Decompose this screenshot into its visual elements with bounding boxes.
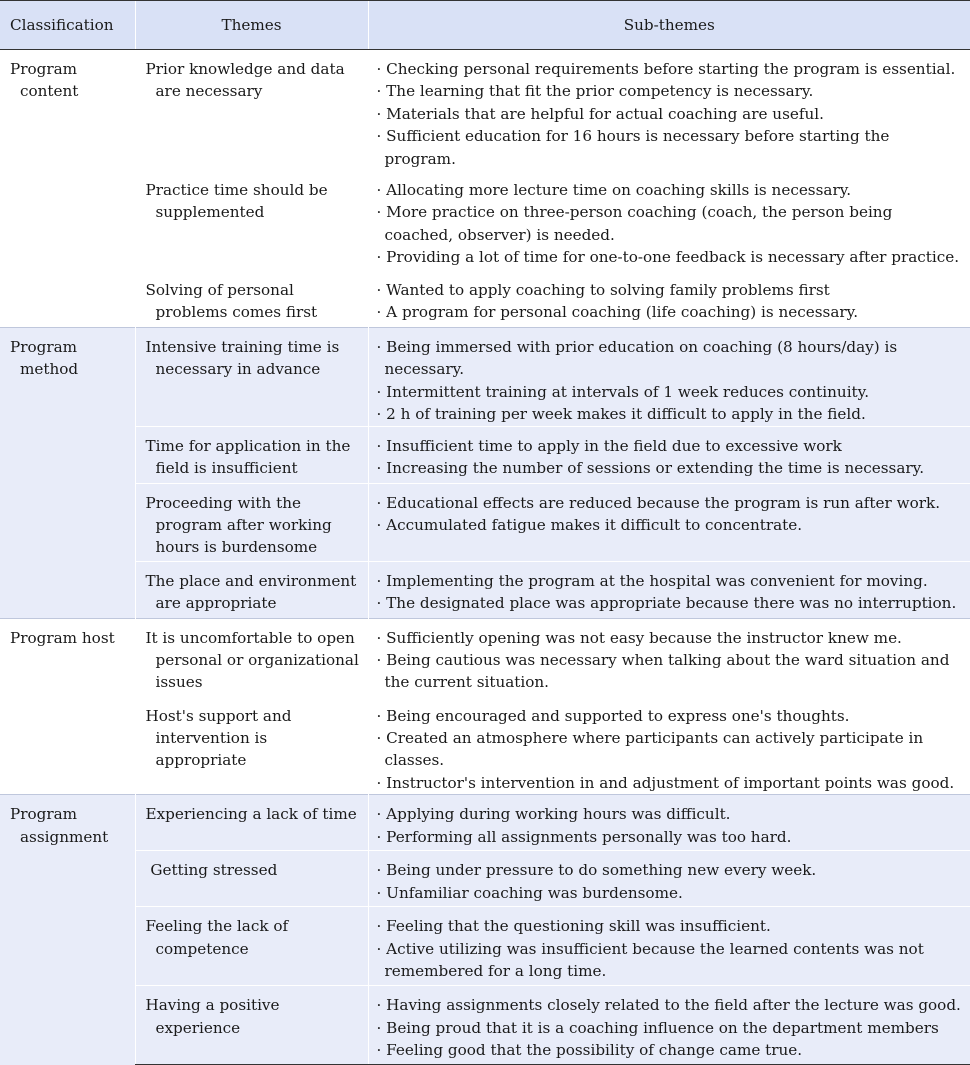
sub-theme-item: · Instructor's intervention in and adjustment of important points was good. <box>376 773 955 792</box>
theme-line-rest: are appropriate <box>155 594 277 613</box>
theme-line-rest: problems comes first <box>155 303 318 322</box>
sub-theme-item: · Accumulated fatigue makes it difficult to concentrate. <box>376 516 803 535</box>
theme-line-rest: experience <box>155 1018 241 1037</box>
sub-theme-item: · Wanted to apply coaching to solving family problems first <box>376 281 830 300</box>
theme-cell <box>135 271 368 328</box>
theme-line-1: It is uncomfortable to open <box>145 628 355 647</box>
theme-line-1: Experiencing a lack of time <box>145 805 357 824</box>
classification-cell <box>0 618 135 795</box>
table-row <box>0 986 970 1065</box>
classification-cell <box>0 795 135 1065</box>
sub-themes-cell <box>368 907 970 986</box>
sub-theme-item: · Materials that are helpful for actual coaching are useful. <box>376 104 824 123</box>
classification-line-2: method <box>20 360 79 379</box>
sub-themes-cell <box>368 618 970 696</box>
theme-line-1: Intensive training time is <box>145 338 340 357</box>
table-row <box>0 795 970 851</box>
table-row <box>0 907 970 986</box>
table-header <box>0 1 970 50</box>
sub-themes-cell <box>368 50 970 171</box>
table-row <box>0 50 970 171</box>
sub-themes-cell <box>368 795 970 851</box>
sub-theme-item: · Feeling that the questioning skill was insufficient. <box>376 917 771 936</box>
theme-line-1: Solving of personal <box>145 281 294 300</box>
theme-line-rest: intervention is appropriate <box>155 729 268 770</box>
sub-theme-item: · Being immersed with prior education on coaching (8 hours/day) is necessary. <box>376 338 898 379</box>
header-themes: Themes <box>135 1 368 50</box>
sub-theme-item: · The designated place was appropriate because there was no interruption. <box>376 594 957 613</box>
theme-line-1: Feeling the lack of <box>145 917 289 936</box>
theme-cell <box>135 50 368 171</box>
classification-cell <box>0 50 135 328</box>
sub-themes-cell <box>368 171 970 271</box>
sub-theme-item: · Unfamiliar coaching was burdensome. <box>376 883 683 902</box>
theme-line-1: Practice time should be <box>145 181 328 200</box>
table-row <box>0 171 970 271</box>
theme-cell <box>135 483 368 561</box>
theme-cell <box>135 907 368 986</box>
classification-line-1: Program <box>10 805 78 824</box>
sub-theme-item: · Being cautious was necessary when talking about the ward situation and the current situation. <box>376 651 950 692</box>
theme-line-1: Time for application in the <box>145 436 351 455</box>
header-row <box>0 1 970 50</box>
theme-line-rest: personal or organizational issues <box>155 651 359 692</box>
table-row <box>0 328 970 427</box>
theme-cell <box>135 986 368 1065</box>
theme-cell <box>135 795 368 851</box>
theme-line-rest: necessary in advance <box>155 360 321 379</box>
theme-line-rest: are necessary <box>155 82 263 101</box>
theme-cell <box>135 561 368 618</box>
theme-line-rest: competence <box>155 939 249 958</box>
sub-theme-item: · Applying during working hours was difficult. <box>376 805 731 824</box>
sub-theme-item: · Sufficient education for 16 hours is necessary before starting the program. <box>376 127 890 168</box>
theme-cell <box>135 696 368 795</box>
sub-theme-item: · Feeling good that the possibility of change came true. <box>376 1041 803 1060</box>
theme-line-1: Prior knowledge and data <box>145 60 345 78</box>
sub-theme-item: · Increasing the number of sessions or extending the time is necessary. <box>376 459 925 478</box>
sub-theme-item: · Insufficient time to apply in the field due to excessive work <box>376 436 842 455</box>
theme-cell <box>135 618 368 696</box>
sub-theme-item: · Educational effects are reduced because the program is run after work. <box>376 493 941 512</box>
sub-themes-cell <box>368 426 970 483</box>
sub-theme-item: · The learning that fit the prior competency is necessary. <box>376 82 814 101</box>
sub-themes-cell <box>368 328 970 427</box>
sub-theme-item: · Providing a lot of time for one-to-one feedback is necessary after practice. <box>376 248 960 267</box>
table-row <box>0 426 970 483</box>
theme-line-1: Getting stressed <box>145 861 278 880</box>
classification-line-2: content <box>20 82 79 101</box>
sub-themes-cell <box>368 851 970 907</box>
sub-theme-item: · Having assignments closely related to the field after the lecture was good. <box>376 996 961 1015</box>
sub-theme-item: · More practice on three-person coaching (coach, the person being coached, observer) is needed. <box>376 203 893 244</box>
table-row <box>0 696 970 795</box>
classification-line-1: Program host <box>10 628 115 647</box>
sub-theme-item: · Being under pressure to do something new every week. <box>376 861 817 880</box>
theme-cell <box>135 851 368 907</box>
table-row <box>0 271 970 328</box>
table-row <box>0 483 970 561</box>
theme-cell <box>135 426 368 483</box>
table-row <box>0 561 970 618</box>
sub-theme-item: · Being encouraged and supported to express one's thoughts. <box>376 706 850 725</box>
table-row <box>0 851 970 907</box>
theme-line-1: Host's support and <box>145 706 292 725</box>
header-sub-themes: Sub-themes <box>368 1 970 50</box>
theme-line-rest: field is insufficient <box>155 459 298 478</box>
sub-theme-item: · Active utilizing was insufficient because the learned contents was not remembered for a long time. <box>376 939 924 981</box>
classification-cell <box>0 328 135 619</box>
sub-theme-item: · Checking personal requirements before starting the program is essential. <box>376 60 956 78</box>
classification-line-2: assignment <box>20 827 109 846</box>
sub-theme-item: · Implementing the program at the hospital was convenient for moving. <box>376 571 928 590</box>
sub-theme-item: · Created an atmosphere where participants can actively participate in classes. <box>376 729 924 770</box>
theme-line-rest: supplemented <box>155 203 265 222</box>
sub-themes-cell <box>368 986 970 1065</box>
theme-line-rest: program after working hours is burdensome <box>155 516 332 557</box>
sub-theme-item: · Sufficiently opening was not easy because the instructor knew me. <box>376 628 902 647</box>
table-body <box>0 50 970 1065</box>
classification-line-1: Program <box>10 338 78 357</box>
sub-themes-cell <box>368 561 970 618</box>
theme-line-1: The place and environment <box>145 571 357 590</box>
sub-theme-item: · Performing all assignments personally was too hard. <box>376 827 792 846</box>
sub-themes-cell <box>368 696 970 795</box>
sub-theme-item: · Intermittent training at intervals of 1 week reduces continuity. <box>376 382 870 401</box>
sub-themes-cell <box>368 483 970 561</box>
table-row <box>0 618 970 696</box>
theme-cell <box>135 171 368 271</box>
sub-theme-item: · A program for personal coaching (life coaching) is necessary. <box>376 303 859 322</box>
sub-theme-item: · 2 h of training per week makes it difficult to apply in the field. <box>376 405 866 424</box>
sub-theme-item: · Allocating more lecture time on coaching skills is necessary. <box>376 181 852 200</box>
sub-theme-item: · Being proud that it is a coaching influence on the department members <box>376 1018 939 1037</box>
theme-line-1: Proceeding with the <box>145 493 301 512</box>
classification-line-1: Program <box>10 60 78 78</box>
theme-line-1: Having a positive <box>145 996 280 1015</box>
sub-themes-cell <box>368 271 970 328</box>
header-classification: Classification <box>0 1 135 50</box>
theme-cell <box>135 328 368 427</box>
